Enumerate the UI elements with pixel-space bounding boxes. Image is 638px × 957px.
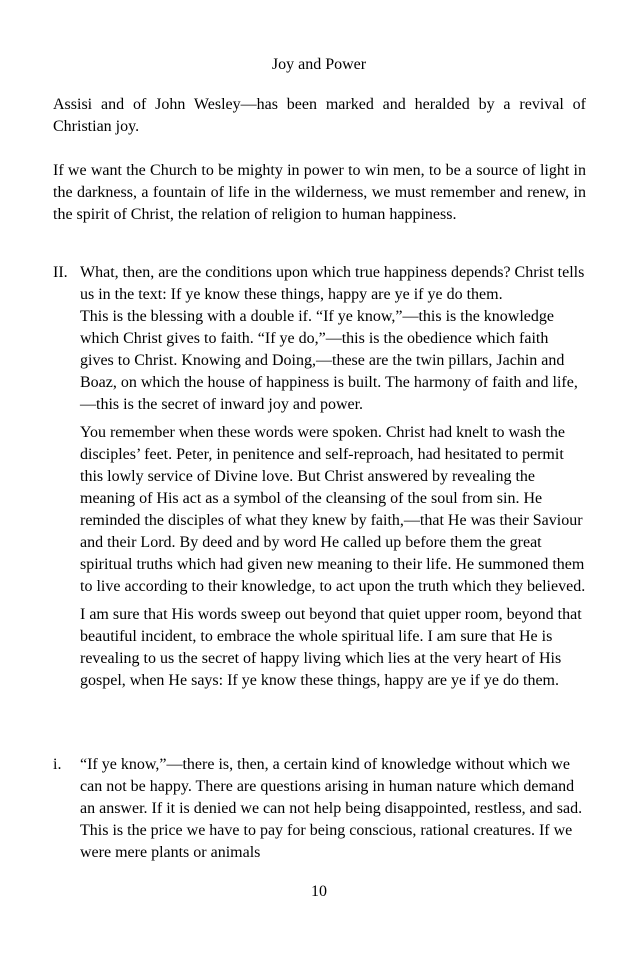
paragraph-continuation: Assisi and of John Wesley—has been marked and heralded by a revival of Christian joy. <box>53 96 586 135</box>
section-ii-marker: II. <box>53 264 68 281</box>
section-i-paragraph-knowledge: “If ye know,”—there is, then, a certain kind of knowledge without which we can not be happy. There are questions arising in human nature which demand an answer. If it is denied we can not help being disappointed, restless, and sad. This is the price we have to pay for being conscious, rational creatures. If we were mere plants or animals <box>80 756 583 861</box>
section-i-body <box>80 754 586 864</box>
section-i-marker: i. <box>53 756 62 773</box>
page-number: 10 <box>311 883 327 900</box>
section-ii-paragraph-washing-feet: You remember when these words were spoken. Christ had knelt to wash the disciples’ feet. Peter, in penitence and self-reproach, had hesitated to permit this lowly service of Divine love. But Christ answered by revealing the meaning of His act as a symbol of the cleansing of the soul from sin. He reminded the disciples of what they knew by faith,—that He was their Saviour and their Lord. By deed and by word He called up before them the great spiritual truths which had given new meaning to their life. He summoned them to live according to their knowledge, to act upon the truth which they believed. <box>80 424 586 595</box>
section-ii-paragraph-double-if: This is the blessing with a double if. “If ye know,”—this is the knowledge which Christ gives to faith. “If ye do,”—this is the obedience which faith gives to Christ. Knowing and Doing,—these are the twin pillars, Jachin and Boaz, on which the house of happiness is built. The harmony of faith and life,—this is the secret of inward joy and power. <box>80 308 578 413</box>
section-ii-body <box>80 262 586 692</box>
section-ii-paragraph-upper-room: I am sure that His words sweep out beyond that quiet upper room, beyond that beautiful incident, to embrace the whole spiritual life. I am sure that He is revealing to us the secret of happy living which lies at the very heart of His gospel, when He says: If ye know these things, happy are ye if ye do them. <box>80 606 582 689</box>
running-head: Joy and Power <box>271 56 367 73</box>
section-i <box>53 754 586 864</box>
section-ii <box>53 262 586 692</box>
paragraph-church-power: If we want the Church to be mighty in power to win men, to be a source of light in the darkness, a fountain of life in the wilderness, we must remember and renew, in the spirit of Christ, the relation of religion to human happiness. <box>53 162 586 223</box>
section-ii-paragraph-conditions: What, then, are the conditions upon which true happiness depends? Christ tells us in the text: If ye know these things, happy are ye if ye do them. <box>80 264 585 303</box>
